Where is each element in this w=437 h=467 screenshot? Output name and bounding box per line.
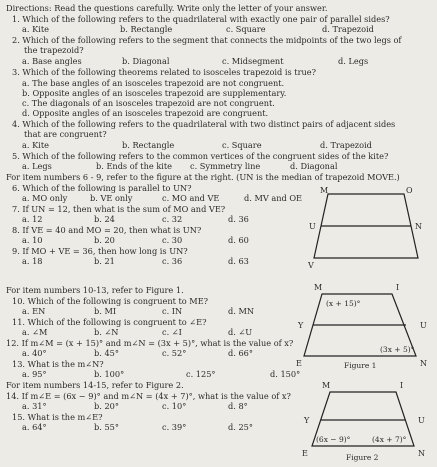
q4-choice-d: d. Trapezoid: [320, 140, 372, 150]
q3-choice-b: b. Opposite angles of an isosceles trapezoid are supplementary.: [22, 88, 287, 98]
q10-choice-c: c. IN: [162, 306, 183, 316]
q15-choice-a: a. 64°: [22, 422, 47, 432]
fig1-label-y: Y: [298, 321, 304, 330]
directions: Directions: Read the questions carefully. Write only the letter of your answer.: [6, 3, 328, 13]
q13-choice-b: b. 100°: [94, 369, 125, 379]
question-14: 14. If m∠E = (6x − 9)° and m∠N = (4x + 7)°, what is the value of x?: [6, 391, 291, 401]
q8-choice-d: d. 60: [228, 235, 249, 245]
question-6: 6. Which of the following is parallel to UN?: [12, 183, 192, 193]
q6-choice-b: b. VE only: [90, 193, 133, 203]
fig2-label-n: N: [418, 449, 425, 458]
q11-choice-b: b. ∠N: [94, 327, 119, 337]
q3-choice-d: d. Opposite angles of an isosceles trapezoid are congruent.: [22, 108, 269, 118]
fig1-label-m: M: [314, 283, 323, 292]
question-9: 9. If MO + VE = 36, then how long is UN?: [12, 246, 188, 256]
q2-choice-b: b. Diagonal: [122, 56, 170, 66]
fig2-label-y: Y: [304, 416, 310, 425]
label-v: V: [308, 261, 314, 270]
intro-items-14-15: For item numbers 14-15, refer to Figure 2.: [6, 380, 184, 390]
q1-choice-b: b. Rectangle: [120, 24, 173, 34]
q1-choice-a: a. Kite: [22, 24, 49, 34]
question-15: 15. What is the m∠E?: [12, 412, 103, 422]
q3-choice-c: c. The diagonals of an isosceles trapezoid are not congruent.: [22, 98, 275, 108]
q3-choice-a: a. The base angles of an isosceles trapezoid are not congruent.: [22, 78, 285, 88]
question-4: 4. Which of the following refers to the quadrilateral with two distinct pairs of adjacent sides: [12, 119, 396, 129]
q5-choice-d: d. Diagonal: [290, 161, 338, 171]
q2-choice-c: c. Midsegment: [222, 56, 284, 66]
q10-choice-b: b. MI: [94, 306, 117, 316]
q5-choice-b: b. Ends of the kite: [96, 161, 173, 171]
q14-choice-b: b. 20°: [94, 401, 119, 411]
q4-choice-c: c. Square: [222, 140, 262, 150]
fig1-label-n: N: [420, 359, 427, 368]
q6-choice-d: d. MV and OE: [244, 193, 303, 203]
fig2-label-i: I: [400, 381, 404, 390]
fig1-caption: Figure 1: [344, 361, 377, 370]
fig2-label-e: E: [302, 449, 308, 458]
fig1-angle-m: (x + 15)°: [326, 299, 361, 308]
intro-items-10-13: For item numbers 10-13, refer to Figure 1.: [6, 285, 184, 295]
q14-choice-c: c. 10°: [162, 401, 187, 411]
q9-choice-d: d. 63: [228, 256, 249, 266]
fig2-angle-e: (6x − 9)°: [316, 435, 351, 444]
q14-choice-a: a. 31°: [22, 401, 47, 411]
q15-choice-c: c. 39°: [162, 422, 187, 432]
fig2-angle-n: (4x + 7)°: [372, 435, 407, 444]
fig1-angle-n: (3x + 5)°: [380, 345, 415, 354]
question-7: 7. If UN = 12, then what is the sum of MO and VE?: [12, 204, 226, 214]
q8-choice-b: b. 20: [94, 235, 115, 245]
label-m: M: [320, 186, 329, 195]
q9-choice-c: c. 36: [162, 256, 183, 266]
q11-choice-d: d. ∠U: [228, 327, 253, 337]
question-10: 10. Which of the following is congruent to ME?: [12, 296, 209, 306]
q6-choice-a: a. MO only: [22, 193, 68, 203]
q8-choice-c: c. 30: [162, 235, 183, 245]
q7-choice-a: a. 12: [22, 214, 43, 224]
q1-choice-c: c. Square: [226, 24, 266, 34]
question-12: 12. If m∠M = (x + 15)° and m∠N = (3x + 5)°, what is the value of x?: [6, 338, 294, 348]
fig2-label-m: M: [322, 381, 331, 390]
q11-choice-c: c. ∠I: [162, 327, 182, 337]
fig2-label-u: U: [418, 416, 425, 425]
q9-choice-a: a. 18: [22, 256, 43, 266]
intro-items-6-9: For item numbers 6 - 9, refer to the figure at the right. (UN is the median of trapezoid MOVE.): [6, 172, 400, 182]
q5-choice-a: a. Legs: [22, 161, 52, 171]
question-8: 8. If VE = 40 and MO = 20, then what is UN?: [12, 225, 202, 235]
q2-choice-d: d. Legs: [338, 56, 369, 66]
q11-choice-a: a. ∠M: [22, 327, 48, 337]
fig1-label-u: U: [420, 321, 427, 330]
q14-choice-d: d. 8°: [228, 401, 248, 411]
q12-choice-a: a. 40°: [22, 348, 47, 358]
question-3: 3. Which of the following theorems related to isosceles trapezoid is true?: [12, 67, 317, 77]
q5-choice-c: c. Symmetry line: [190, 161, 261, 171]
q1-choice-d: d. Trapezoid: [322, 24, 374, 34]
fig1-label-e: E: [296, 359, 302, 368]
question-1: 1. Which of the following refers to the quadrilateral with exactly one pair of parallel sides?: [12, 14, 390, 24]
q4-choice-a: a. Kite: [22, 140, 49, 150]
q7-choice-d: d. 36: [228, 214, 249, 224]
question-4-cont: that are congruent?: [24, 129, 107, 139]
q10-choice-d: d. MN: [228, 306, 254, 316]
label-n: N: [415, 222, 422, 231]
q7-choice-b: b. 24: [94, 214, 115, 224]
label-o: O: [406, 186, 413, 195]
question-2: 2. Which of the following refers to the segment that connects the midpoints of the two legs of: [12, 35, 402, 45]
question-2-cont: the trapezoid?: [24, 45, 84, 55]
figure-2-trapezoid: [300, 378, 434, 466]
q4-choice-b: b. Rectangle: [122, 140, 175, 150]
trapezoid-move-figure: [308, 184, 428, 270]
q12-choice-c: c. 52°: [162, 348, 187, 358]
q2-choice-a: a. Base angles: [22, 56, 82, 66]
q12-choice-d: d. 66°: [228, 348, 253, 358]
q12-choice-b: b. 45°: [94, 348, 119, 358]
q6-choice-c: c. MO and VE: [162, 193, 220, 203]
label-u: U: [309, 222, 316, 231]
q15-choice-b: b. 55°: [94, 422, 119, 432]
question-5: 5. Which of the following refers to the common vertices of the congruent sides of the kite?: [12, 151, 389, 161]
question-13: 13. What is the m∠N?: [12, 359, 104, 369]
q9-choice-b: b. 21: [94, 256, 115, 266]
q7-choice-c: c. 32: [162, 214, 183, 224]
question-11: 11. Which of the following is congruent to ∠E?: [12, 317, 207, 327]
q13-choice-a: a. 95°: [22, 369, 47, 379]
q8-choice-a: a. 10: [22, 235, 43, 245]
q15-choice-d: d. 25°: [228, 422, 253, 432]
q13-choice-c: c. 125°: [186, 369, 216, 379]
fig1-label-i: I: [396, 283, 400, 292]
fig2-caption: Figure 2: [346, 453, 379, 462]
figure-1-trapezoid: [296, 280, 434, 370]
q10-choice-a: a. EN: [22, 306, 46, 316]
q13-choice-d: d. 150°: [270, 369, 301, 379]
